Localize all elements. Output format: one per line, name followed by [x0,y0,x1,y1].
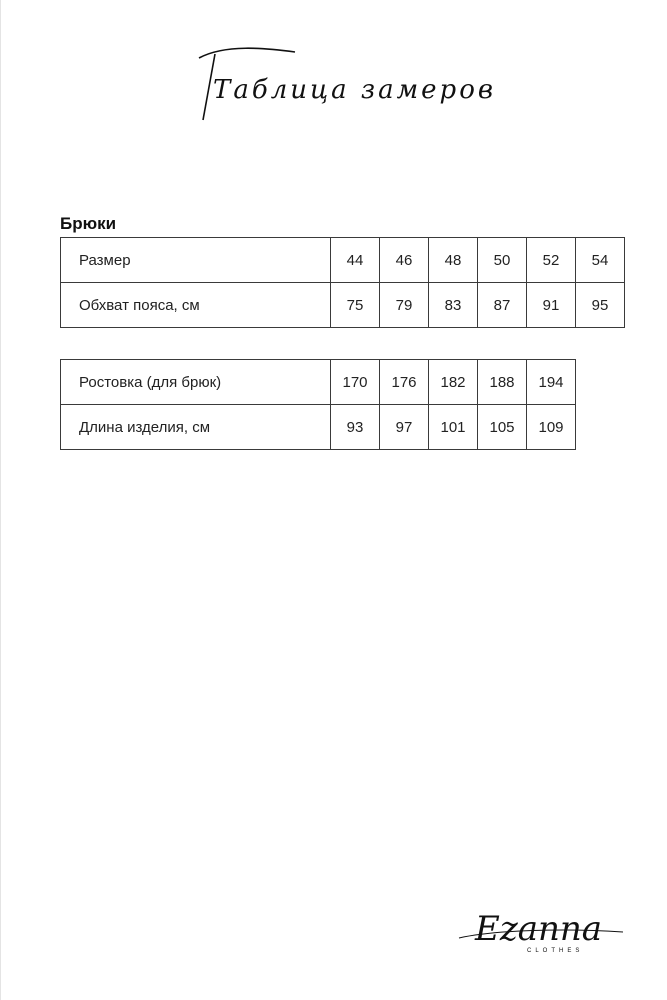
table-row [61,360,576,405]
table-cell: 52 [527,238,576,283]
table-cell: 95 [576,283,625,328]
table-cell: 109 [527,405,576,450]
length-size-table [60,359,576,450]
table-cell: 44 [331,238,380,283]
title-flourish [199,48,295,58]
table-cell: 105 [478,405,527,450]
brand-logo-mark [455,890,635,970]
page-edge-line [0,0,1,1000]
table-row [61,283,625,328]
section-heading: Брюки [60,214,117,233]
table-cell: 87 [478,283,527,328]
brand-logo [455,890,635,970]
table-cell: 182 [429,360,478,405]
table-cell: 83 [429,283,478,328]
table-cell: 97 [380,405,429,450]
table-cell: 91 [527,283,576,328]
handwritten-title [185,36,495,128]
table-cell: 170 [331,360,380,405]
table-cell: 48 [429,238,478,283]
waist-size-table [60,237,625,328]
table-row [61,238,625,283]
table-cell: 188 [478,360,527,405]
table-cell: 46 [380,238,429,283]
table-cell: 50 [478,238,527,283]
row-label: Обхват пояса, см [61,283,331,328]
table-cell: 79 [380,283,429,328]
logo-name: Ezanna [475,909,603,949]
page-title-text: Таблица замеров [213,75,496,105]
row-label: Длина изделия, см [61,405,331,450]
table-cell: 54 [576,238,625,283]
table-cell: 75 [331,283,380,328]
row-label: Ростовка (для брюк) [61,360,331,405]
row-label: Размер [61,238,331,283]
table-cell: 194 [527,360,576,405]
table-row [61,405,576,450]
table-cell: 176 [380,360,429,405]
table-cell: 101 [429,405,478,450]
table-cell: 93 [331,405,380,450]
logo-subtitle: CLOTHES [527,948,584,954]
page-title [185,36,495,128]
